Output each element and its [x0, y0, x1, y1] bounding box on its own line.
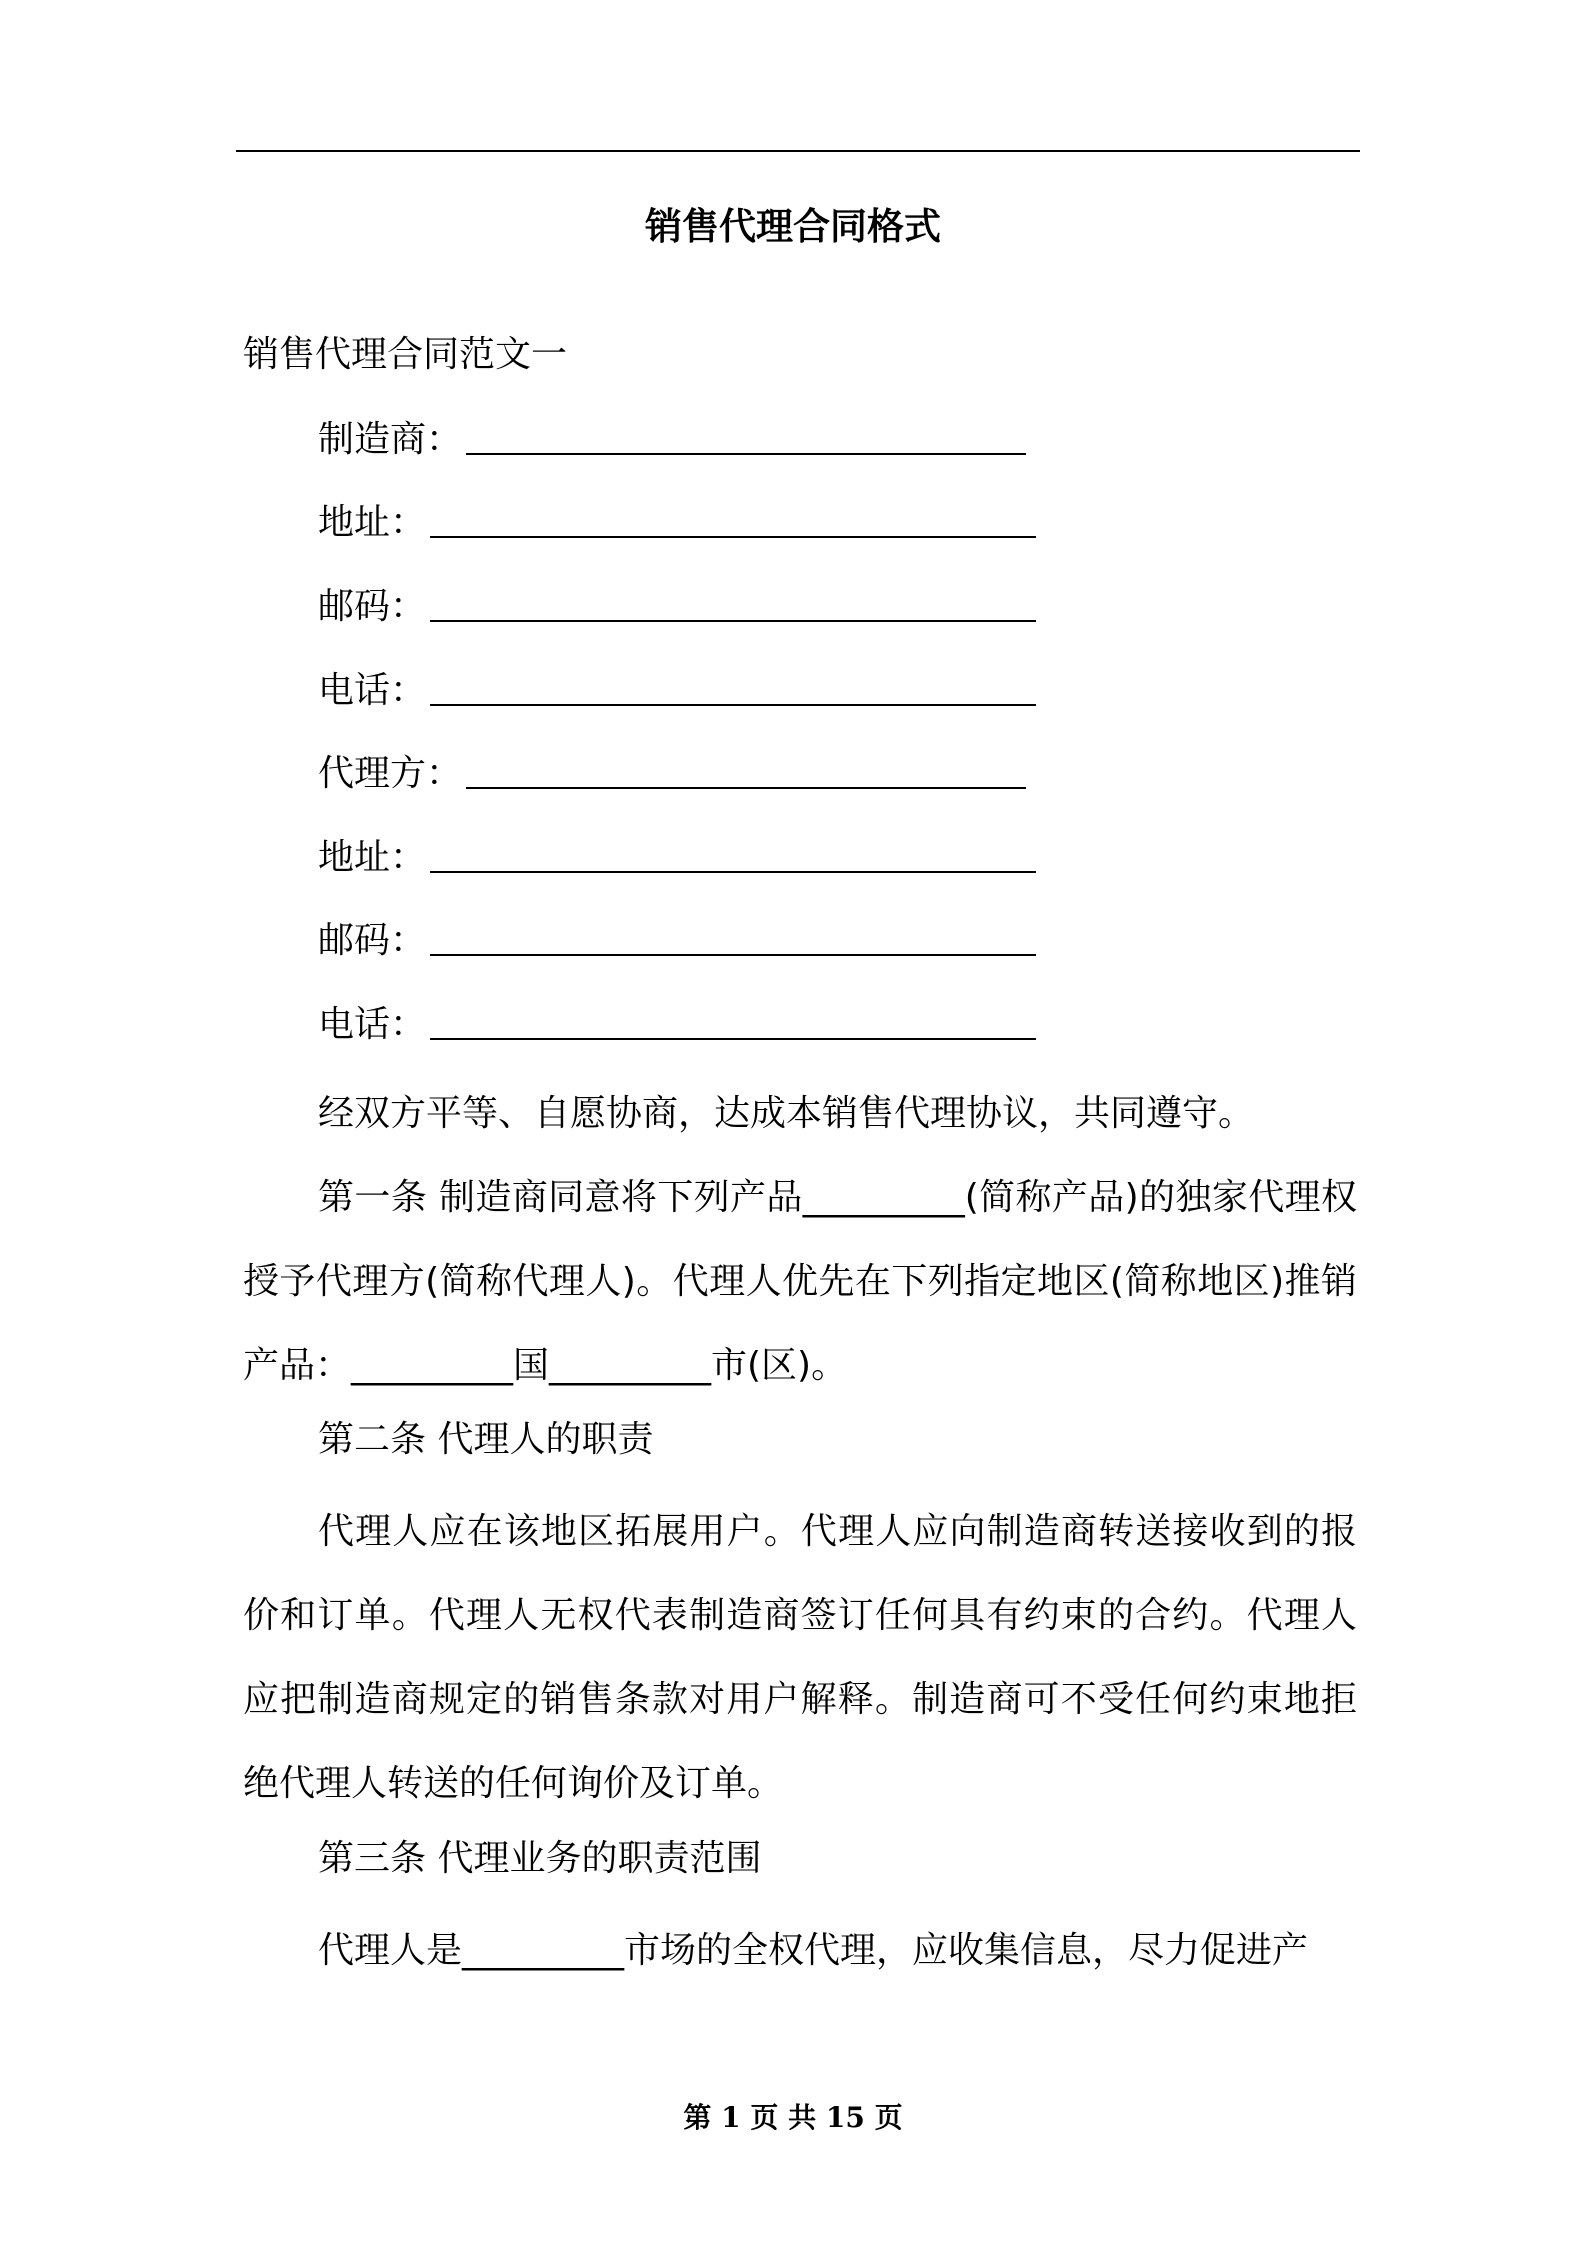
header-rule [236, 150, 1360, 152]
field-label: 电话： [318, 670, 427, 711]
article-1 [243, 1156, 1357, 1408]
field-manufacturer-postcode [318, 582, 1036, 632]
field-label: 邮码： [318, 586, 427, 627]
field-agent-address [318, 833, 1036, 883]
field-manufacturer-address [318, 498, 1036, 548]
fill-blank-line [430, 584, 1036, 622]
field-label: 代理方： [318, 753, 463, 794]
article-2-heading: 第二条 代理人的职责 [318, 1419, 654, 1460]
field-label: 地址： [318, 837, 427, 878]
intro-paragraph [243, 1072, 1357, 1156]
article-2-body [243, 1490, 1357, 1826]
fill-blank-line [466, 751, 1026, 789]
field-agent-postcode [318, 916, 1036, 966]
intro-text: 经双方平等、自愿协商，达成本销售代理协议，共同遵守。 [318, 1093, 1255, 1134]
article-2-text: 代理人应在该地区拓展用户。代理人应向制造商转送接收到的报价和订单。代理人无权代表制造商签订任何具有约束的合约。代理人应把制造商规定的销售条款对用户解释。制造商可不受任何约束地拒绝代理人转送的任何询价及订单。 [243, 1511, 1357, 1804]
fill-blank-line [430, 835, 1036, 873]
article-1-text: 第一条 制造商同意将下列产品_________(简称产品)的独家代理权授予代理方(简称代理人)。代理人优先在下列指定地区(简称地区)推销产品：_________国_________市(区)。 [243, 1177, 1357, 1386]
document-subtitle: 销售代理合同范文一 [243, 334, 568, 375]
field-label: 制造商： [318, 419, 463, 460]
fill-blank-line [430, 1002, 1036, 1040]
article-3-body [243, 1909, 1357, 1993]
document-title: 销售代理合同格式 [645, 205, 941, 248]
fill-blank-line [430, 500, 1036, 538]
article-3-heading: 第三条 代理业务的职责范围 [318, 1838, 762, 1879]
fill-blank-line [430, 668, 1036, 706]
page-number: 第 1 页 共 15 页 [683, 2101, 903, 2134]
field-agent [318, 749, 1026, 799]
field-agent-phone [318, 1000, 1036, 1050]
field-label: 邮码： [318, 920, 427, 961]
field-label: 地址： [318, 502, 427, 543]
article-3-text: 代理人是_________市场的全权代理，应收集信息，尽力促进产 [318, 1930, 1309, 1971]
field-label: 电话： [318, 1004, 427, 1045]
field-manufacturer-phone [318, 666, 1036, 716]
field-manufacturer [318, 415, 1026, 465]
fill-blank-line [430, 918, 1036, 956]
fill-blank-line [466, 417, 1026, 455]
